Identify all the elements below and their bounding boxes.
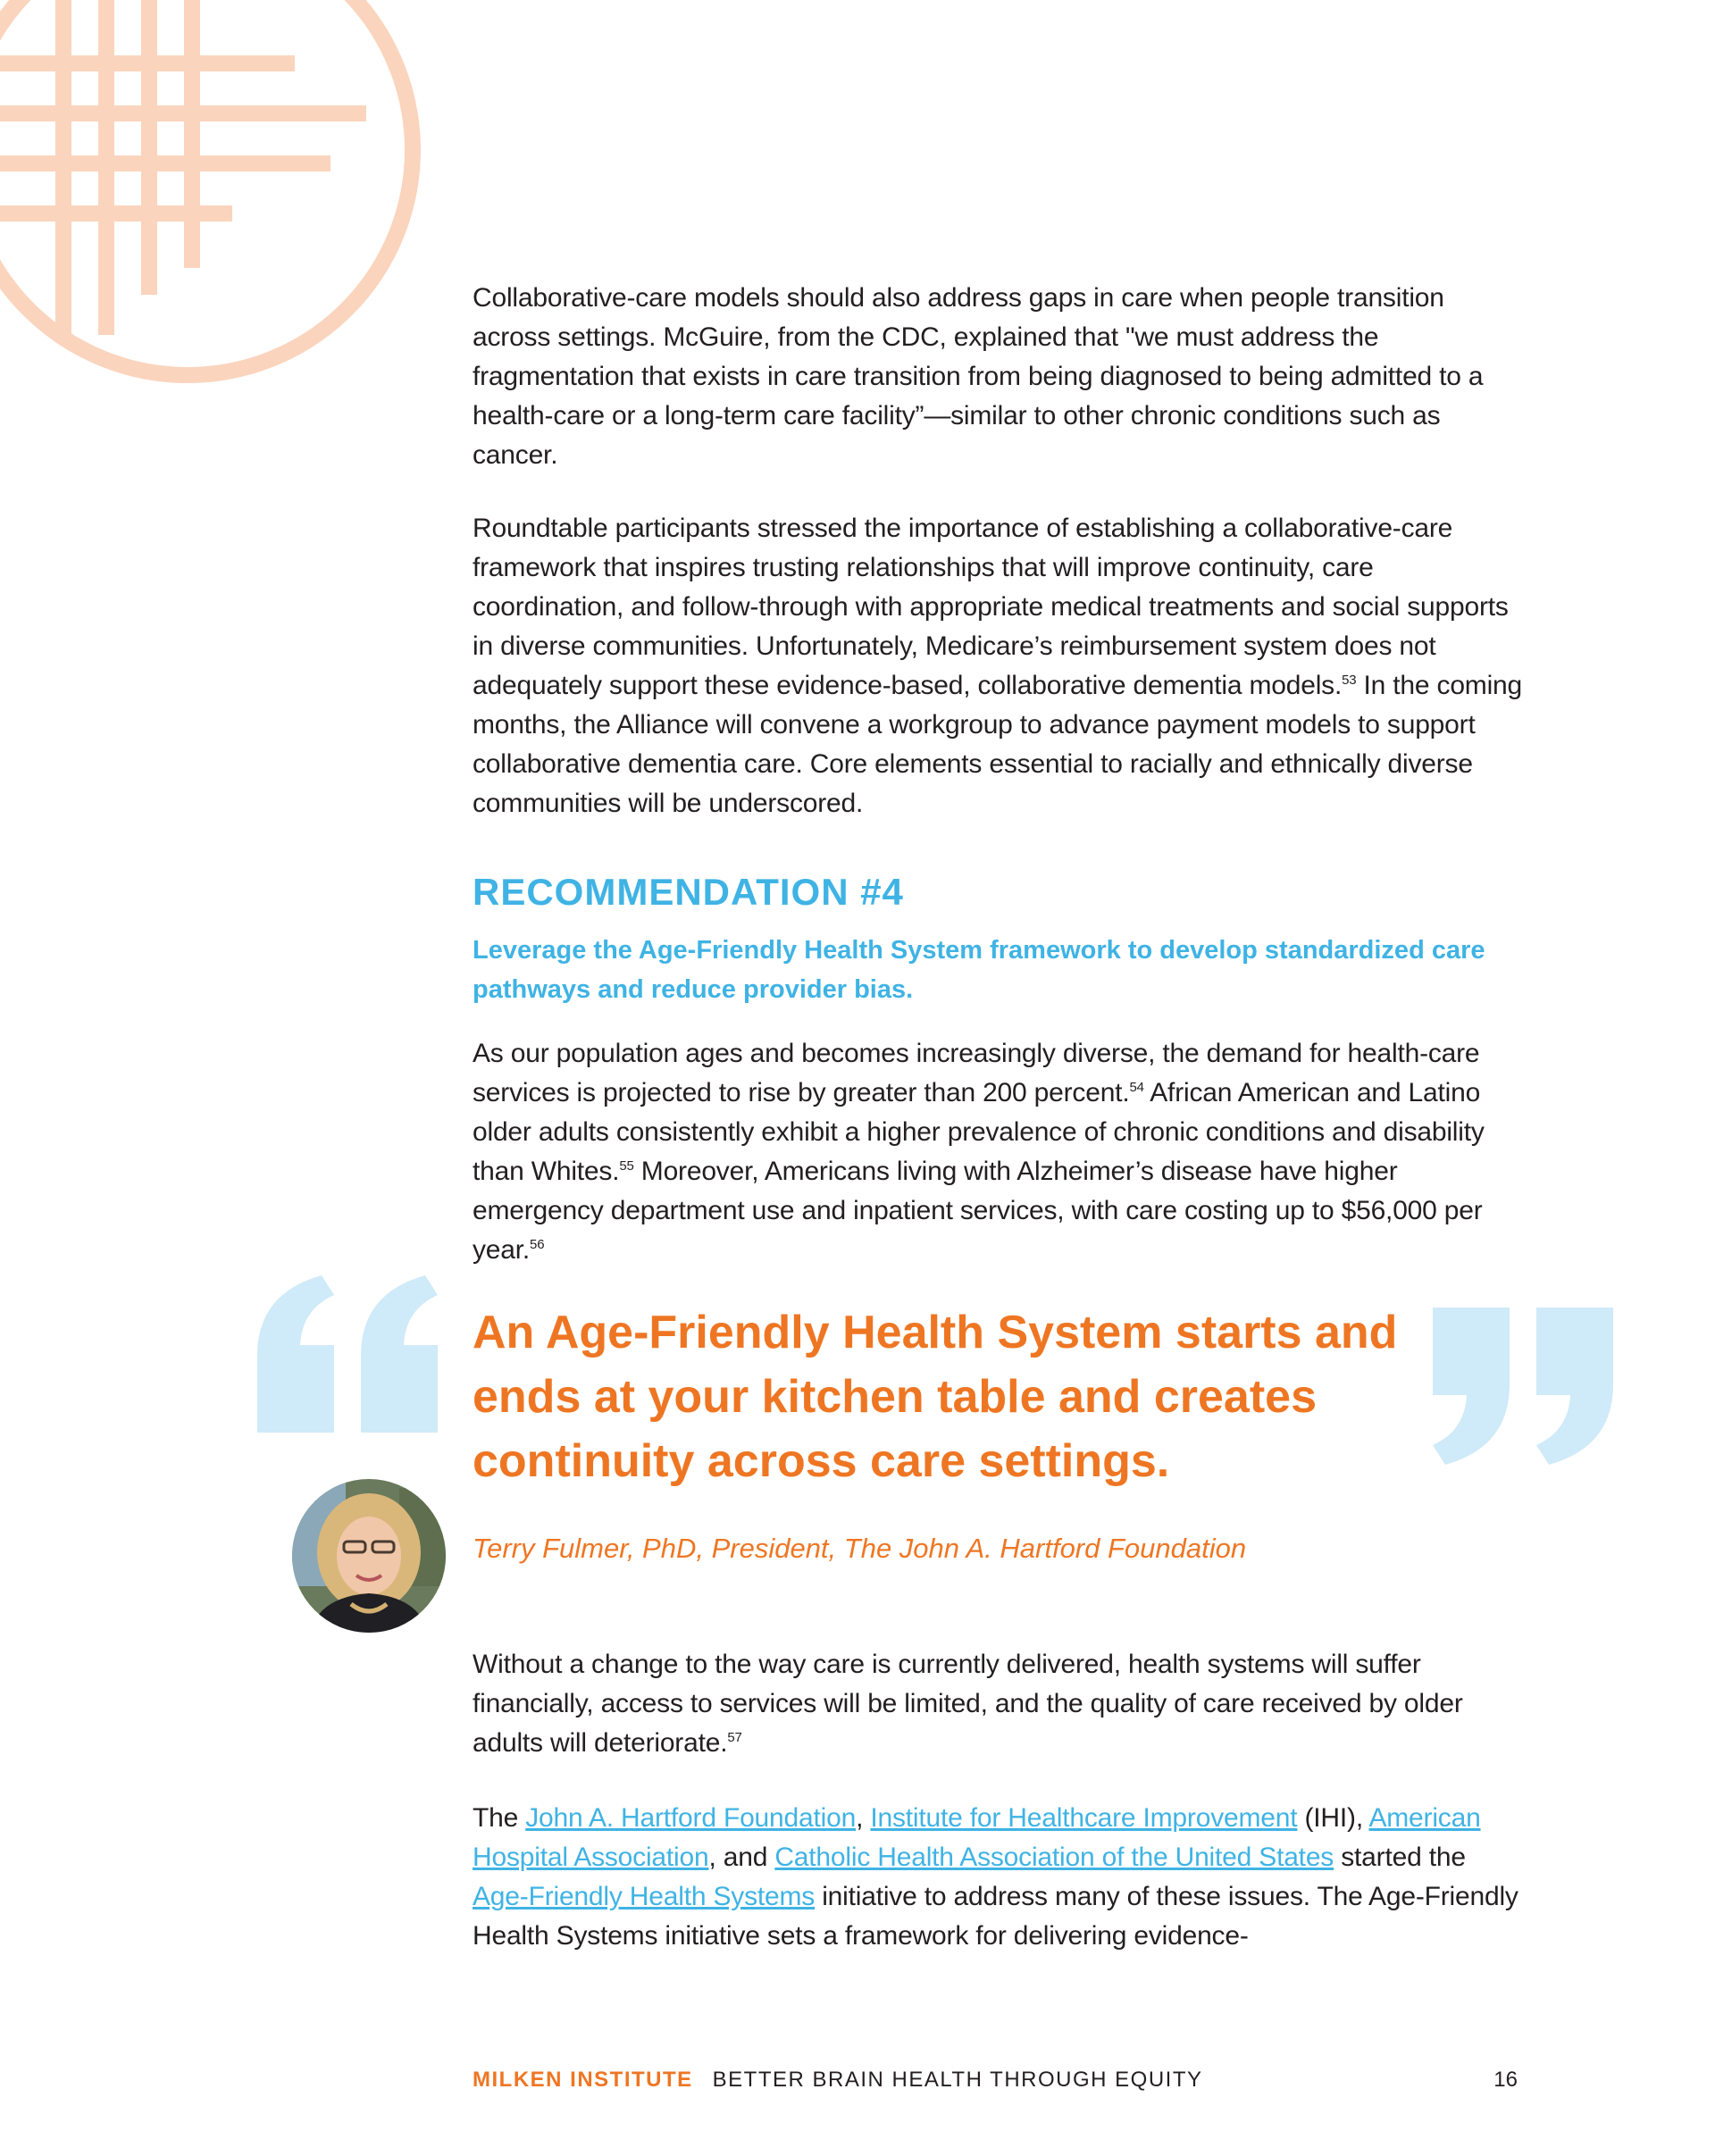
recommendation-subtitle: Leverage the Age-Friendly Health System framework to develop standardized care pathways and reduce provider bias. bbox=[473, 936, 1485, 1004]
footer-org-name: MILKEN INSTITUTE bbox=[473, 2068, 693, 2092]
p3-part-a: As our population ages and becomes increasingly diverse, the demand for health-care services is projected to rise by greater than 200 percent. bbox=[473, 1039, 1480, 1107]
page-footer bbox=[473, 2067, 1518, 2093]
close-quote-icon bbox=[1433, 1308, 1620, 1465]
footnote-ref-55[interactable]: 55 bbox=[619, 1158, 634, 1174]
p3-part-c: Moreover, Americans living with Alzheimer’s disease have higher emergency department use and inpatient services, with care costing up to $56,000 per year. bbox=[473, 1157, 1483, 1265]
p3-part-b: African American and Latino older adults consistently exhibit a higher prevalence of chronic conditions and disability than Whites. bbox=[473, 1078, 1485, 1186]
footer-report-title: BETTER BRAIN HEALTH THROUGH EQUITY bbox=[712, 2068, 1203, 2092]
footnote-ref-53[interactable]: 53 bbox=[1342, 673, 1357, 688]
paragraph-care-transitions: Collaborative-care models should also address gaps in care when people transition across settings. McGuire, from the CDC, explained that "we must address the fragmentation that exists in care transition from being diagnosed to being admitted to a health-care or a long-term care facility”—similar to other chronic conditions such as cancer. bbox=[473, 283, 1484, 470]
pull-quote: An Age-Friendly Health System starts and ends at your kitchen table and creates continuity across care settings. bbox=[473, 1307, 1398, 1487]
p5-text-4: , and bbox=[708, 1843, 775, 1872]
quote-attribution: Terry Fulmer, PhD, President, The John A. Hartford Foundation bbox=[473, 1533, 1247, 1564]
p5-text-3: (IHI), bbox=[1297, 1803, 1369, 1833]
p5-text-5: started the bbox=[1334, 1843, 1466, 1872]
link-american-hospital-association[interactable]: American Hospital Association bbox=[473, 1803, 1481, 1872]
paragraph-roundtable-tail: In the coming months, the Alliance will convene a workgroup to advance payment models to support collaborative dementia care. Core elements essential to racially and ethnically diverse communities will be underscored. bbox=[473, 671, 1523, 818]
link-institute-for-healthcare-improvement[interactable]: Institute for Healthcare Improvement bbox=[870, 1803, 1298, 1833]
recommendation-heading: RECOMMENDATION #4 bbox=[473, 871, 904, 913]
p5-text-2: , bbox=[856, 1803, 871, 1833]
link-catholic-health-association[interactable]: Catholic Health Association of the United States bbox=[774, 1843, 1334, 1872]
paragraph-roundtable bbox=[473, 509, 1527, 823]
open-quote-icon bbox=[257, 1275, 445, 1433]
link-age-friendly-health-systems[interactable]: Age-Friendly Health Systems bbox=[473, 1882, 816, 1911]
p4-text: Without a change to the way care is currently delivered, health systems will suffer financially, access to services will be limited, and the quality of care received by older adults will deteriorate. bbox=[473, 1650, 1463, 1758]
p5-text-1: The bbox=[473, 1803, 526, 1833]
paragraph-without-change bbox=[473, 1645, 1527, 1763]
page-number: 16 bbox=[1493, 2068, 1518, 2092]
paragraph-roundtable-text: Roundtable participants stressed the importance of establishing a collaborative-care framework that inspires trusting relationships that will improve continuity, care coordination, and follow-through with appropriate medical treatments and social supports in diverse communities. Unfortunately, Medicare’s reimbursement system does not adequately support these evidence-based, collaborative dementia models. bbox=[473, 514, 1509, 700]
avatar bbox=[292, 1479, 446, 1633]
corner-lattice-emblem bbox=[0, 0, 429, 429]
link-john-a-hartford-foundation[interactable]: John A. Hartford Foundation bbox=[525, 1803, 857, 1833]
footnote-ref-54[interactable]: 54 bbox=[1129, 1080, 1144, 1095]
paragraph-age-friendly-initiative bbox=[473, 1799, 1527, 1956]
footnote-ref-56[interactable]: 56 bbox=[530, 1237, 545, 1252]
footnote-ref-57[interactable]: 57 bbox=[727, 1730, 742, 1745]
paragraph-population-aging bbox=[473, 1034, 1527, 1270]
p5-text-6: initiative to address many of these issues. The Age-Friendly Health Systems initiative sets a framework for delivering evidence- bbox=[473, 1882, 1518, 1951]
